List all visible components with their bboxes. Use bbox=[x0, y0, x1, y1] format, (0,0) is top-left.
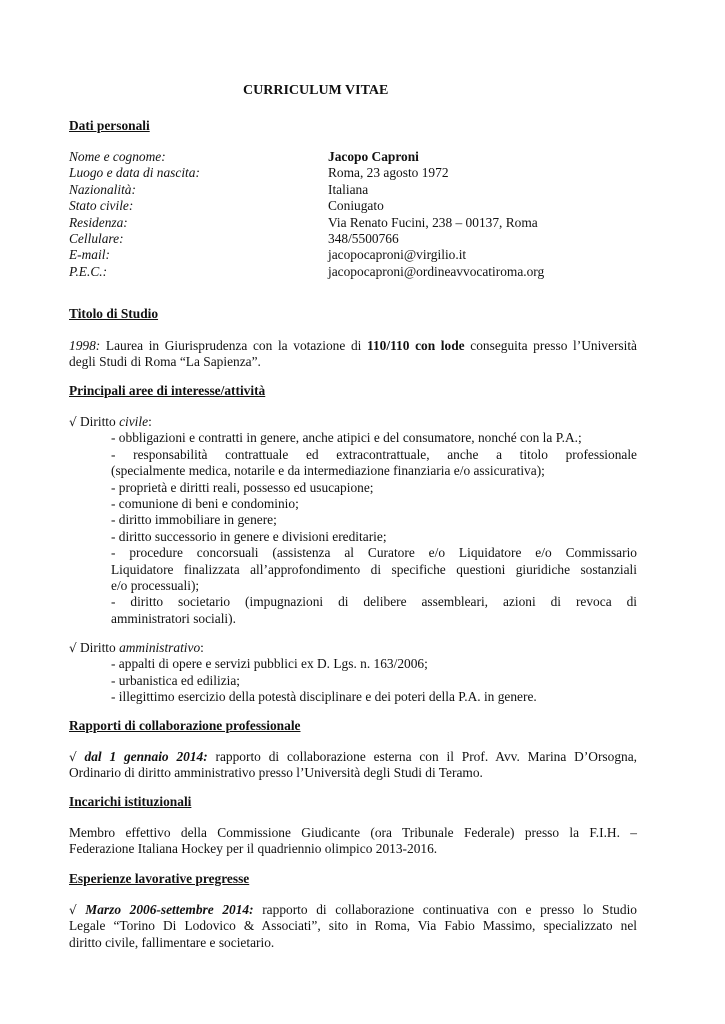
list-item: Liquidatore finalizzata all’approfondimento di specifiche questioni giuridiche sostanziali bbox=[111, 561, 637, 577]
list-item: - illegittimo esercizio della potestà disciplinare e dei poteri della P.A. in genere. bbox=[111, 689, 537, 705]
areas-heading: Principali aree di interesse/attività bbox=[69, 383, 266, 398]
personal-label: Residenza: bbox=[69, 214, 128, 230]
personal-value: Italiana bbox=[328, 181, 369, 197]
roles-line-2: Federazione Italiana Hockey per il quadriennio olimpico 2013-2016. bbox=[69, 841, 438, 857]
list-item: - proprietà e diritti reali, possesso ed usucapione; bbox=[111, 479, 374, 495]
personal-row bbox=[69, 165, 637, 181]
personal-label: E-mail: bbox=[69, 247, 110, 263]
list-item: - responsabilità contrattuale ed extracontrattuale, anche a titolo professionale bbox=[111, 446, 637, 462]
list-item: (specialmente medica, notarile e da intermediazione finanziaria e/o assicurativa); bbox=[111, 463, 545, 479]
personal-label: Luogo e data di nascita: bbox=[69, 165, 200, 181]
checkmark-icon: √ bbox=[69, 903, 77, 917]
personal-value: jacopocaproni@ordineavvocatiroma.org bbox=[328, 263, 545, 279]
collab-line-2: Ordinario di diritto amministrativo presso l’Università degli Studi di Teramo. bbox=[69, 765, 483, 781]
collab-date: dal 1 gennaio 2014: bbox=[84, 749, 208, 764]
roles-line-1: Membro effettivo della Commissione Giudicante (ora Tribunale Federale) presso la F.I.H. – bbox=[69, 825, 637, 840]
work-line-1 bbox=[69, 902, 637, 918]
personal-value: Jacopo Caproni bbox=[328, 149, 419, 164]
list-item: - procedure concorsuali (assistenza al Curatore e/o Liquidatore e/o Commissario bbox=[111, 545, 637, 561]
personal-value: Roma, 23 agosto 1972 bbox=[328, 165, 449, 181]
list-item: - appalti di opere e servizi pubblici ex D. Lgs. n. 163/2006; bbox=[111, 656, 428, 672]
admin-suffix: : bbox=[200, 640, 204, 655]
personal-value: 348/5500766 bbox=[328, 231, 399, 246]
personal-value: Via Renato Fucini, 238 – 00137, Roma bbox=[328, 214, 538, 230]
admin-law-list bbox=[69, 656, 637, 705]
collab-heading: Rapporti di collaborazione professionale bbox=[69, 718, 301, 733]
list-item: amministratori sociali). bbox=[111, 610, 236, 626]
personal-row bbox=[69, 182, 637, 198]
list-item: e/o processuali); bbox=[111, 578, 200, 594]
personal-value: jacopocaproni@virgilio.it bbox=[328, 247, 467, 263]
personal-row bbox=[69, 264, 637, 280]
admin-name: amministrativo bbox=[119, 640, 201, 655]
civil-law-block bbox=[69, 414, 637, 627]
admin-prefix: Diritto bbox=[76, 640, 120, 655]
work-line-3: diritto civile, fallimentare e societario. bbox=[69, 934, 275, 950]
list-item: - diritto immobiliare in genere; bbox=[111, 512, 277, 528]
admin-law-block bbox=[69, 640, 637, 706]
collab-text-1: rapporto di collaborazione esterna con il Prof. Avv. Marina D’Orsogna, bbox=[207, 749, 637, 764]
list-item: - diritto successorio in genere e divisioni ereditarie; bbox=[111, 528, 387, 544]
personal-label: Cellulare: bbox=[69, 231, 124, 246]
study-grade: 110/110 con lode bbox=[367, 338, 465, 353]
civil-name: civile bbox=[119, 414, 149, 429]
collab-line-1 bbox=[69, 749, 637, 765]
personal-heading: Dati personali bbox=[69, 118, 150, 133]
civil-law-list bbox=[69, 430, 637, 627]
study-text-before: Laurea in Giurisprudenza con la votazione di bbox=[100, 338, 368, 353]
document-title: CURRICULUM VITAE bbox=[243, 83, 389, 98]
work-date: Marzo 2006-settembre 2014: bbox=[85, 902, 254, 917]
study-heading: Titolo di Studio bbox=[69, 306, 159, 321]
list-item: - comunione di beni e condominio; bbox=[111, 496, 299, 512]
list-item: - diritto societario (impugnazioni di delibere assembleari, azioni di revoca di bbox=[111, 594, 637, 610]
work-line-2: Legale “Torino Di Lodovico & Associati”, sito in Roma, Via Fabio Massimo, specializzato nel bbox=[69, 918, 637, 934]
study-year: 1998: bbox=[69, 338, 101, 353]
roles-heading: Incarichi istituzionali bbox=[69, 794, 192, 809]
personal-row bbox=[69, 247, 637, 263]
personal-row bbox=[69, 198, 637, 214]
personal-label: P.E.C.: bbox=[69, 263, 108, 279]
personal-row bbox=[69, 215, 637, 231]
civil-prefix: Diritto bbox=[76, 414, 120, 429]
study-text-after: conseguita presso l’Università degli Studi di Roma “La Sapienza”. bbox=[69, 338, 637, 370]
personal-row bbox=[69, 231, 637, 247]
personal-label: Nome e cognome: bbox=[69, 149, 166, 164]
personal-label: Nazionalità: bbox=[69, 181, 136, 197]
personal-row bbox=[69, 149, 637, 165]
work-text-1: rapporto di collaborazione continuativa con e presso lo Studio bbox=[253, 902, 637, 917]
checkmark-icon: √ bbox=[69, 415, 77, 429]
checkmark-icon: √ bbox=[69, 750, 77, 764]
work-heading: Esperienze lavorative pregresse bbox=[69, 871, 250, 886]
civil-law-title bbox=[69, 414, 637, 430]
personal-value: Coniugato bbox=[328, 198, 384, 214]
list-item: - obbligazioni e contratti in genere, anche atipici e del consumatore, nonché con la P.A.; bbox=[111, 430, 582, 446]
list-item: - urbanistica ed edilizia; bbox=[111, 672, 241, 688]
civil-suffix: : bbox=[148, 414, 152, 429]
admin-law-title bbox=[69, 640, 637, 656]
checkmark-icon: √ bbox=[69, 641, 77, 655]
study-paragraph bbox=[69, 338, 637, 371]
personal-label: Stato civile: bbox=[69, 198, 134, 214]
